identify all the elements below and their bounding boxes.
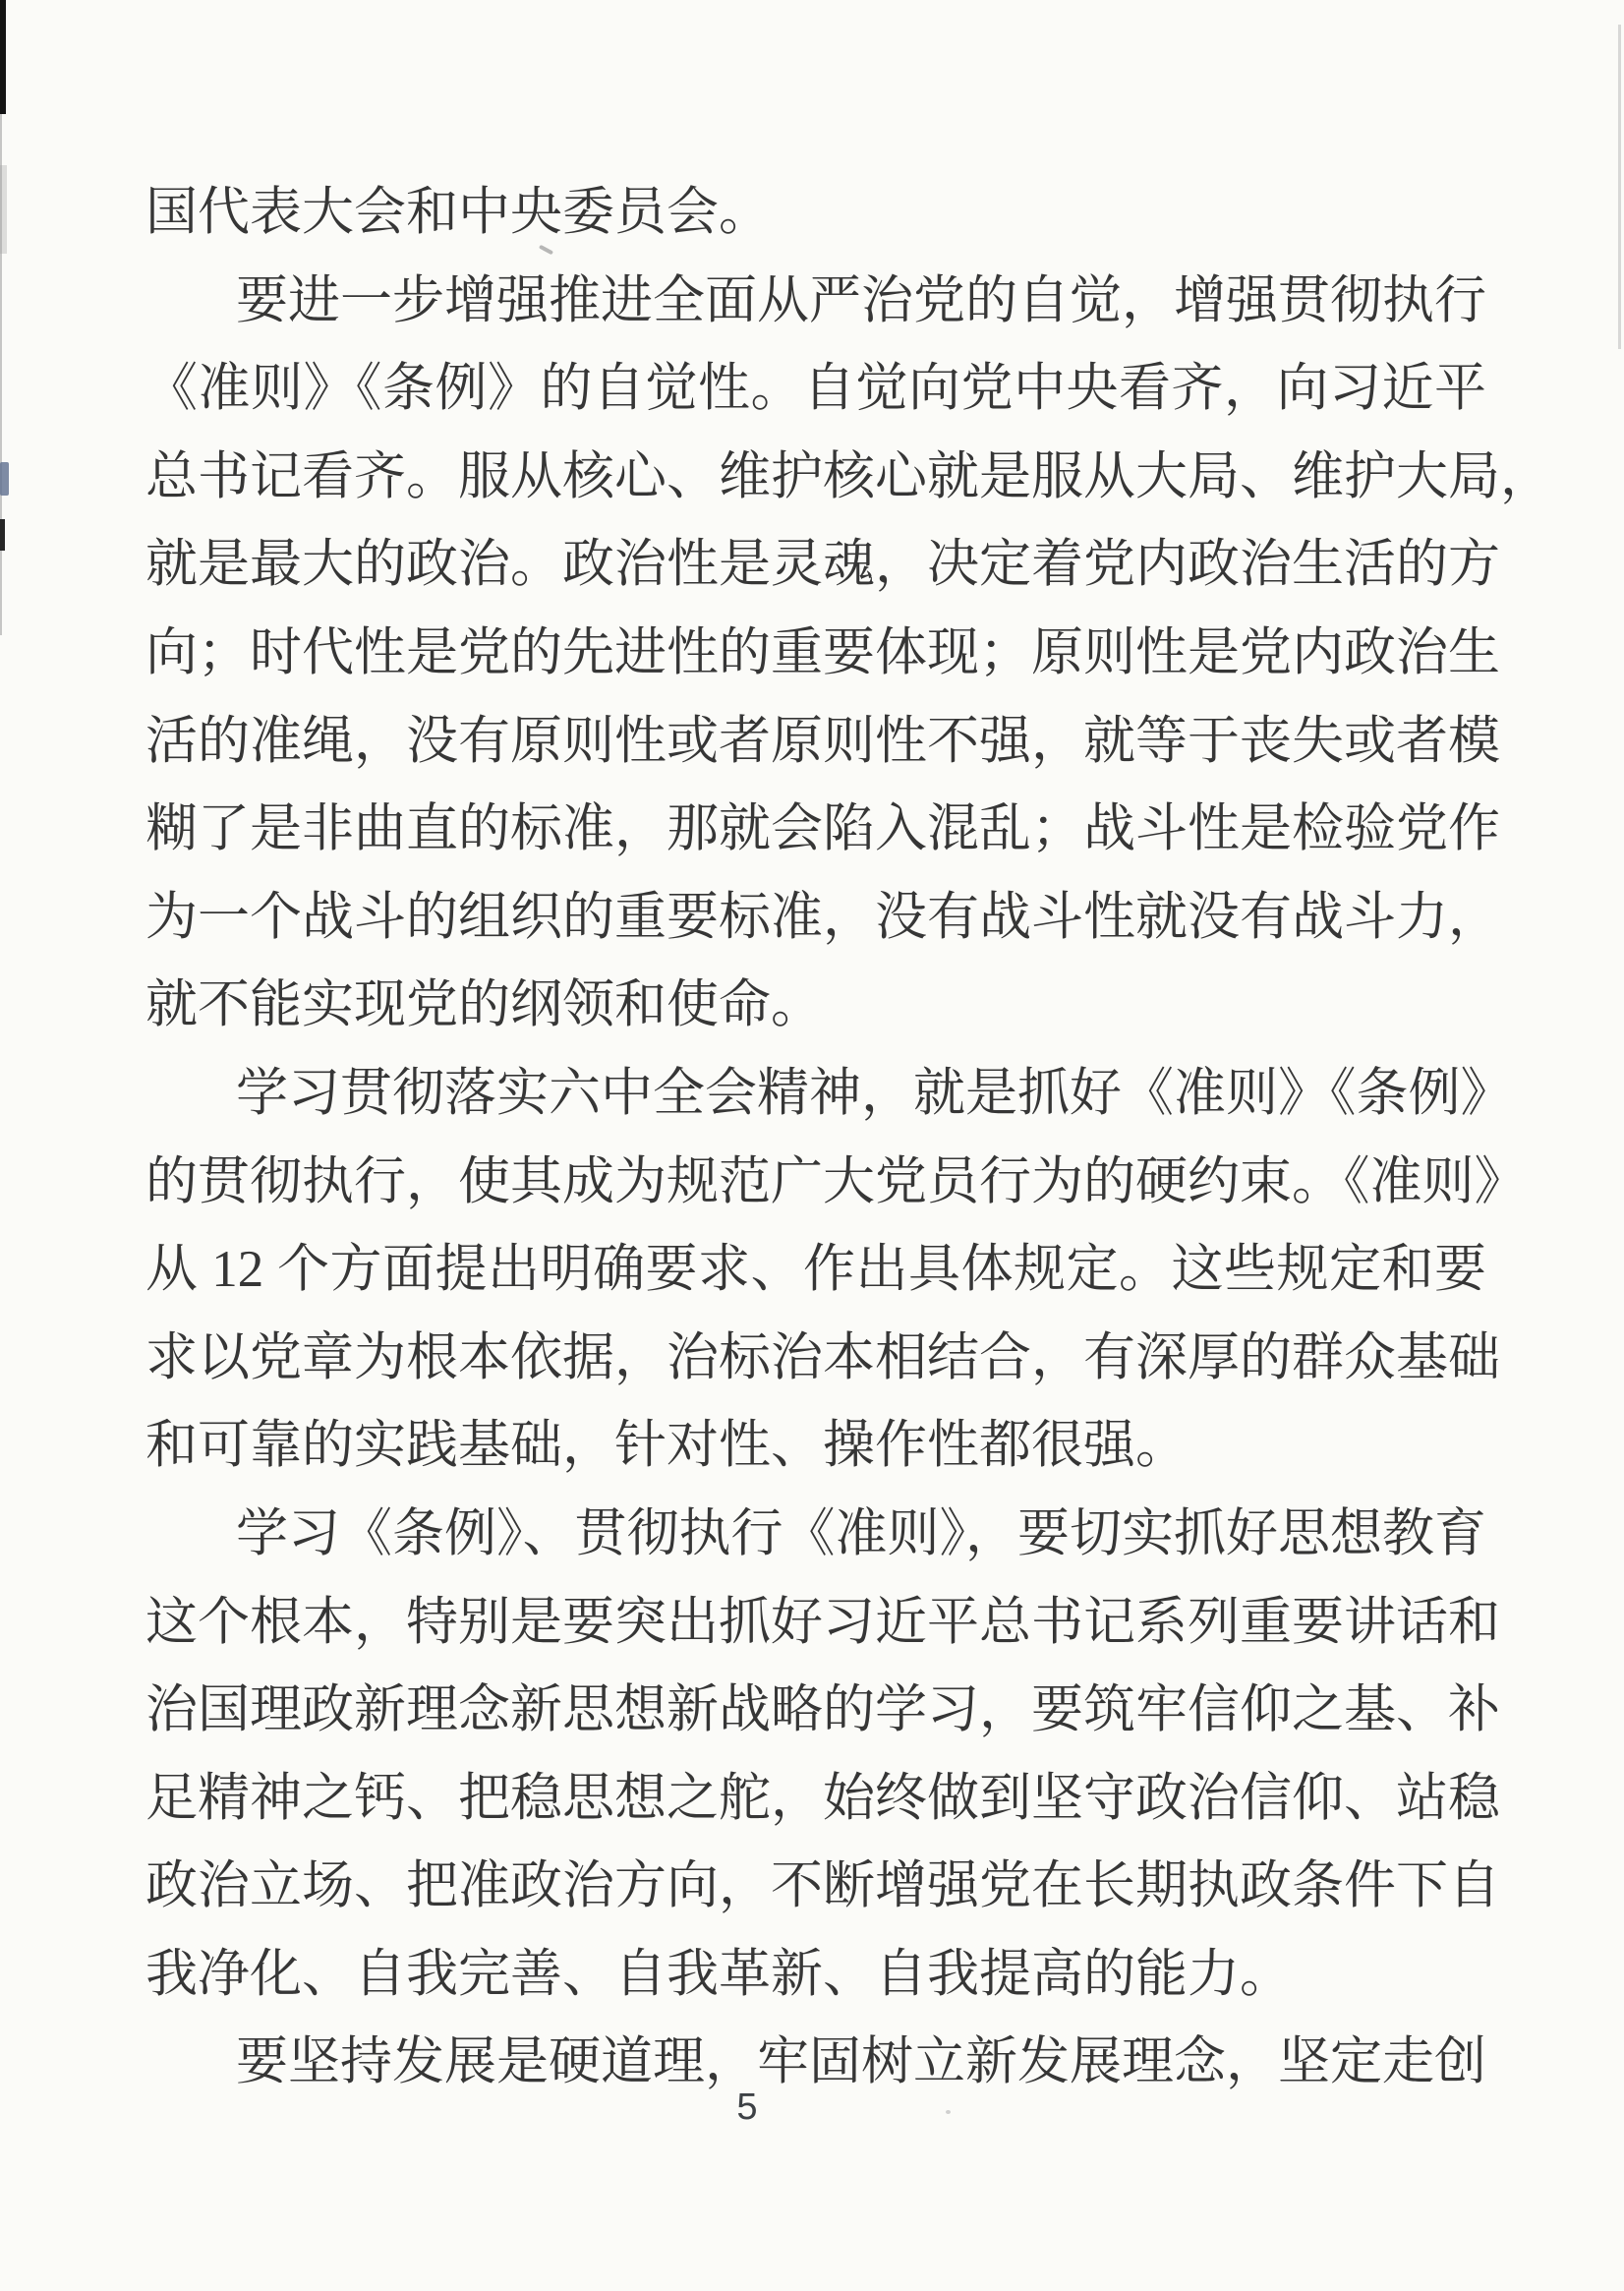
scan-artifact-left-hairline	[0, 114, 2, 635]
text-line: 为一个战斗的组织的重要标准，没有战斗性就没有战斗力，	[145, 888, 1500, 946]
text-line: 总书记看齐。服从核心、维护核心就是服从大局、维护大局，	[145, 447, 1552, 505]
text-line: 《准则》《条例》的自觉性。自觉向党中央看齐，向习近平	[145, 360, 1486, 418]
text-line: 从 12 个方面提出明确要求、作出具体规定。这些规定和要	[145, 1241, 1486, 1299]
text-line: 糊了是非曲直的标准，那就会陷入混乱；战斗性是检验党作	[145, 800, 1500, 858]
text-line: 国代表大会和中央委员会。	[145, 184, 771, 241]
text-line: 和可靠的实践基础，针对性、操作性都很强。	[145, 1417, 1188, 1475]
scan-artifact-right-edge-line	[1618, 25, 1621, 349]
text-line: 就不能实现党的纲领和使命。	[145, 976, 823, 1034]
scan-artifact-blue-speck	[0, 462, 9, 496]
scan-artifact-speck	[946, 2110, 951, 2114]
text-line: 我净化、自我完善、自我革新、自我提高的能力。	[145, 1945, 1292, 2003]
text-line: 治国理政新理念新思想新战略的学习，要筑牢信仰之基、补	[145, 1681, 1500, 1739]
text-line: 就是最大的政治。政治性是灵魂，决定着党内政治生活的方	[145, 536, 1500, 594]
text-line: 足精神之钙、把稳思想之舵，始终做到坚守政治信仰、站稳	[145, 1769, 1500, 1827]
text-line: 向；时代性是党的先进性的重要体现；原则性是党内政治生	[145, 623, 1500, 681]
text-line: 这个根本，特别是要突出抓好习近平总书记系列重要讲话和	[145, 1593, 1500, 1651]
scan-artifact-left-dash	[0, 519, 5, 551]
text-line: 学习贯彻落实六中全会精神，就是抓好《准则》《条例》	[236, 1064, 1513, 1122]
page-number: 5	[736, 2086, 758, 2128]
text-line: 要坚持发展是硬道理，牢固树立新发展理念，坚定走创	[236, 2033, 1486, 2091]
text-line: 要进一步增强推进全面从严治党的自觉，增强贯彻执行	[236, 271, 1486, 329]
text-line: 政治立场、把准政治方向，不断增强党在长期执政条件下自	[145, 1857, 1500, 1915]
text-line: 活的准绳，没有原则性或者原则性不强，就等于丧失或者模	[145, 712, 1500, 770]
scan-artifact-left-bar	[0, 0, 6, 114]
text-line: 求以党章为根本依据，治标治本相结合，有深厚的群众基础	[145, 1328, 1500, 1386]
text-line: 的贯彻执行，使其成为规范广大党员行为的硬约束。《准则》	[145, 1152, 1527, 1210]
text-line: 学习《条例》、贯彻执行《准则》，要切实抓好思想教育	[236, 1504, 1486, 1562]
document-body	[145, 169, 1552, 2107]
